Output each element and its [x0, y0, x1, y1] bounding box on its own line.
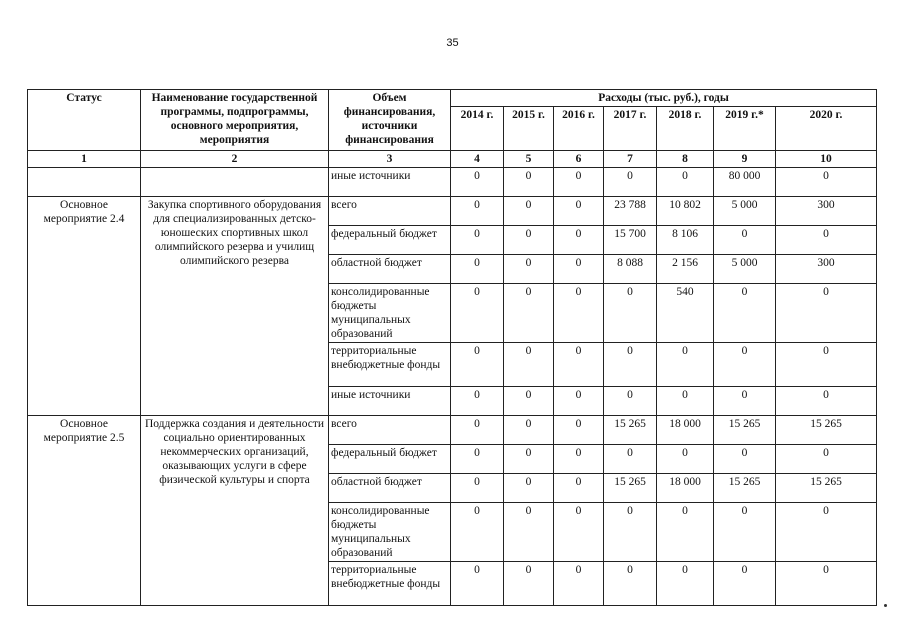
header-year: 2016 г.	[554, 107, 604, 151]
column-number: 2	[141, 151, 329, 168]
value-cell: 0	[776, 503, 877, 562]
funding-table	[27, 89, 877, 606]
value-cell: 0	[504, 416, 554, 445]
header-status: Статус	[28, 90, 141, 151]
value-cell: 0	[714, 445, 776, 474]
name-cell: Закупка спортивного оборудования для специализированных детско-юношеских спортивных школ олимпийского резерва и училищ олимпийского резерва	[141, 197, 329, 416]
source-cell: областной бюджет	[329, 474, 451, 503]
value-cell: 10 802	[657, 197, 714, 226]
column-number: 4	[451, 151, 504, 168]
value-cell: 15 700	[604, 226, 657, 255]
value-cell: 0	[604, 562, 657, 606]
value-cell: 0	[657, 562, 714, 606]
value-cell: 2 156	[657, 255, 714, 284]
value-cell: 5 000	[714, 197, 776, 226]
header-year: 2019 г.*	[714, 107, 776, 151]
value-cell: 0	[714, 503, 776, 562]
value-cell: 0	[554, 255, 604, 284]
column-number: 3	[329, 151, 451, 168]
value-cell: 0	[451, 474, 504, 503]
value-cell: 18 000	[657, 474, 714, 503]
source-cell: иные источники	[329, 168, 451, 197]
value-cell: 0	[657, 445, 714, 474]
source-cell: территориальные внебюджетные фонды	[329, 562, 451, 606]
value-cell: 5 000	[714, 255, 776, 284]
status-cell: Основное мероприятие 2.4	[28, 197, 141, 416]
value-cell: 0	[776, 445, 877, 474]
column-number: 7	[604, 151, 657, 168]
value-cell: 0	[776, 562, 877, 606]
value-cell: 0	[604, 168, 657, 197]
value-cell: 0	[776, 226, 877, 255]
value-cell: 0	[554, 387, 604, 416]
value-cell: 0	[554, 503, 604, 562]
value-cell: 0	[657, 343, 714, 387]
value-cell: 0	[504, 197, 554, 226]
value-cell: 0	[554, 445, 604, 474]
header-year: 2015 г.	[504, 107, 554, 151]
header-year: 2018 г.	[657, 107, 714, 151]
value-cell: 0	[714, 562, 776, 606]
value-cell: 0	[776, 168, 877, 197]
value-cell: 0	[504, 445, 554, 474]
table-row	[28, 168, 877, 197]
value-cell: 0	[504, 343, 554, 387]
value-cell: 0	[776, 387, 877, 416]
value-cell: 0	[451, 416, 504, 445]
value-cell: 0	[657, 168, 714, 197]
value-cell: 0	[554, 343, 604, 387]
value-cell: 0	[554, 197, 604, 226]
header-expenses: Расходы (тыс. руб.), годы	[451, 90, 877, 107]
status-cell	[28, 168, 141, 197]
column-number-row	[28, 151, 877, 168]
source-cell: иные источники	[329, 387, 451, 416]
source-cell: федеральный бюджет	[329, 445, 451, 474]
value-cell: 0	[451, 562, 504, 606]
value-cell: 0	[657, 503, 714, 562]
value-cell: 0	[554, 168, 604, 197]
value-cell: 0	[776, 343, 877, 387]
header-year: 2017 г.	[604, 107, 657, 151]
value-cell: 15 265	[776, 416, 877, 445]
value-cell: 0	[604, 445, 657, 474]
value-cell: 0	[554, 226, 604, 255]
source-cell: федеральный бюджет	[329, 226, 451, 255]
value-cell: 0	[451, 255, 504, 284]
column-number: 6	[554, 151, 604, 168]
source-cell: территориальные внебюджетные фонды	[329, 343, 451, 387]
header-volume: Объем финансирования, источники финансирования	[329, 90, 451, 151]
value-cell: 0	[504, 168, 554, 197]
value-cell: 15 265	[604, 416, 657, 445]
value-cell: 0	[554, 562, 604, 606]
scan-speck	[884, 604, 887, 607]
column-number: 10	[776, 151, 877, 168]
value-cell: 0	[604, 387, 657, 416]
value-cell: 0	[451, 343, 504, 387]
value-cell: 0	[714, 343, 776, 387]
source-cell: всего	[329, 416, 451, 445]
value-cell: 0	[714, 226, 776, 255]
name-cell: Поддержка создания и деятельности социально ориентированных некоммерческих организаций, оказывающих услуги в сфере физической культуры и спорта	[141, 416, 329, 606]
value-cell: 0	[554, 284, 604, 343]
value-cell: 300	[776, 197, 877, 226]
value-cell: 0	[451, 445, 504, 474]
value-cell: 0	[504, 284, 554, 343]
value-cell: 0	[451, 503, 504, 562]
column-number: 9	[714, 151, 776, 168]
source-cell: консолидированные бюджеты муниципальных образований	[329, 284, 451, 343]
name-cell	[141, 168, 329, 197]
value-cell: 0	[451, 387, 504, 416]
value-cell: 300	[776, 255, 877, 284]
value-cell: 8 106	[657, 226, 714, 255]
value-cell: 18 000	[657, 416, 714, 445]
value-cell: 0	[451, 197, 504, 226]
column-number: 1	[28, 151, 141, 168]
column-number: 8	[657, 151, 714, 168]
value-cell: 0	[604, 284, 657, 343]
table-row	[28, 197, 877, 226]
value-cell: 0	[451, 168, 504, 197]
value-cell: 0	[657, 387, 714, 416]
source-cell: всего	[329, 197, 451, 226]
source-cell: областной бюджет	[329, 255, 451, 284]
value-cell: 0	[714, 387, 776, 416]
value-cell: 0	[776, 284, 877, 343]
value-cell: 0	[554, 474, 604, 503]
value-cell: 0	[504, 387, 554, 416]
value-cell: 540	[657, 284, 714, 343]
status-cell: Основное мероприятие 2.5	[28, 416, 141, 606]
table-row	[28, 416, 877, 445]
value-cell: 80 000	[714, 168, 776, 197]
header-year: 2020 г.	[776, 107, 877, 151]
source-cell: консолидированные бюджеты муниципальных образований	[329, 503, 451, 562]
value-cell: 0	[451, 226, 504, 255]
column-number: 5	[504, 151, 554, 168]
page-number: 35	[446, 37, 459, 49]
value-cell: 0	[504, 226, 554, 255]
value-cell: 0	[504, 255, 554, 284]
value-cell: 15 265	[714, 416, 776, 445]
value-cell: 23 788	[604, 197, 657, 226]
value-cell: 0	[451, 284, 504, 343]
value-cell: 8 088	[604, 255, 657, 284]
value-cell: 0	[714, 284, 776, 343]
value-cell: 0	[554, 416, 604, 445]
value-cell: 15 265	[776, 474, 877, 503]
header-name: Наименование государственной программы, подпрограммы, основного мероприятия, мероприятия	[141, 90, 329, 151]
value-cell: 0	[504, 562, 554, 606]
value-cell: 0	[504, 503, 554, 562]
value-cell: 0	[604, 343, 657, 387]
value-cell: 0	[504, 474, 554, 503]
header-row	[28, 90, 877, 107]
header-year: 2014 г.	[451, 107, 504, 151]
value-cell: 15 265	[714, 474, 776, 503]
value-cell: 0	[604, 503, 657, 562]
value-cell: 15 265	[604, 474, 657, 503]
